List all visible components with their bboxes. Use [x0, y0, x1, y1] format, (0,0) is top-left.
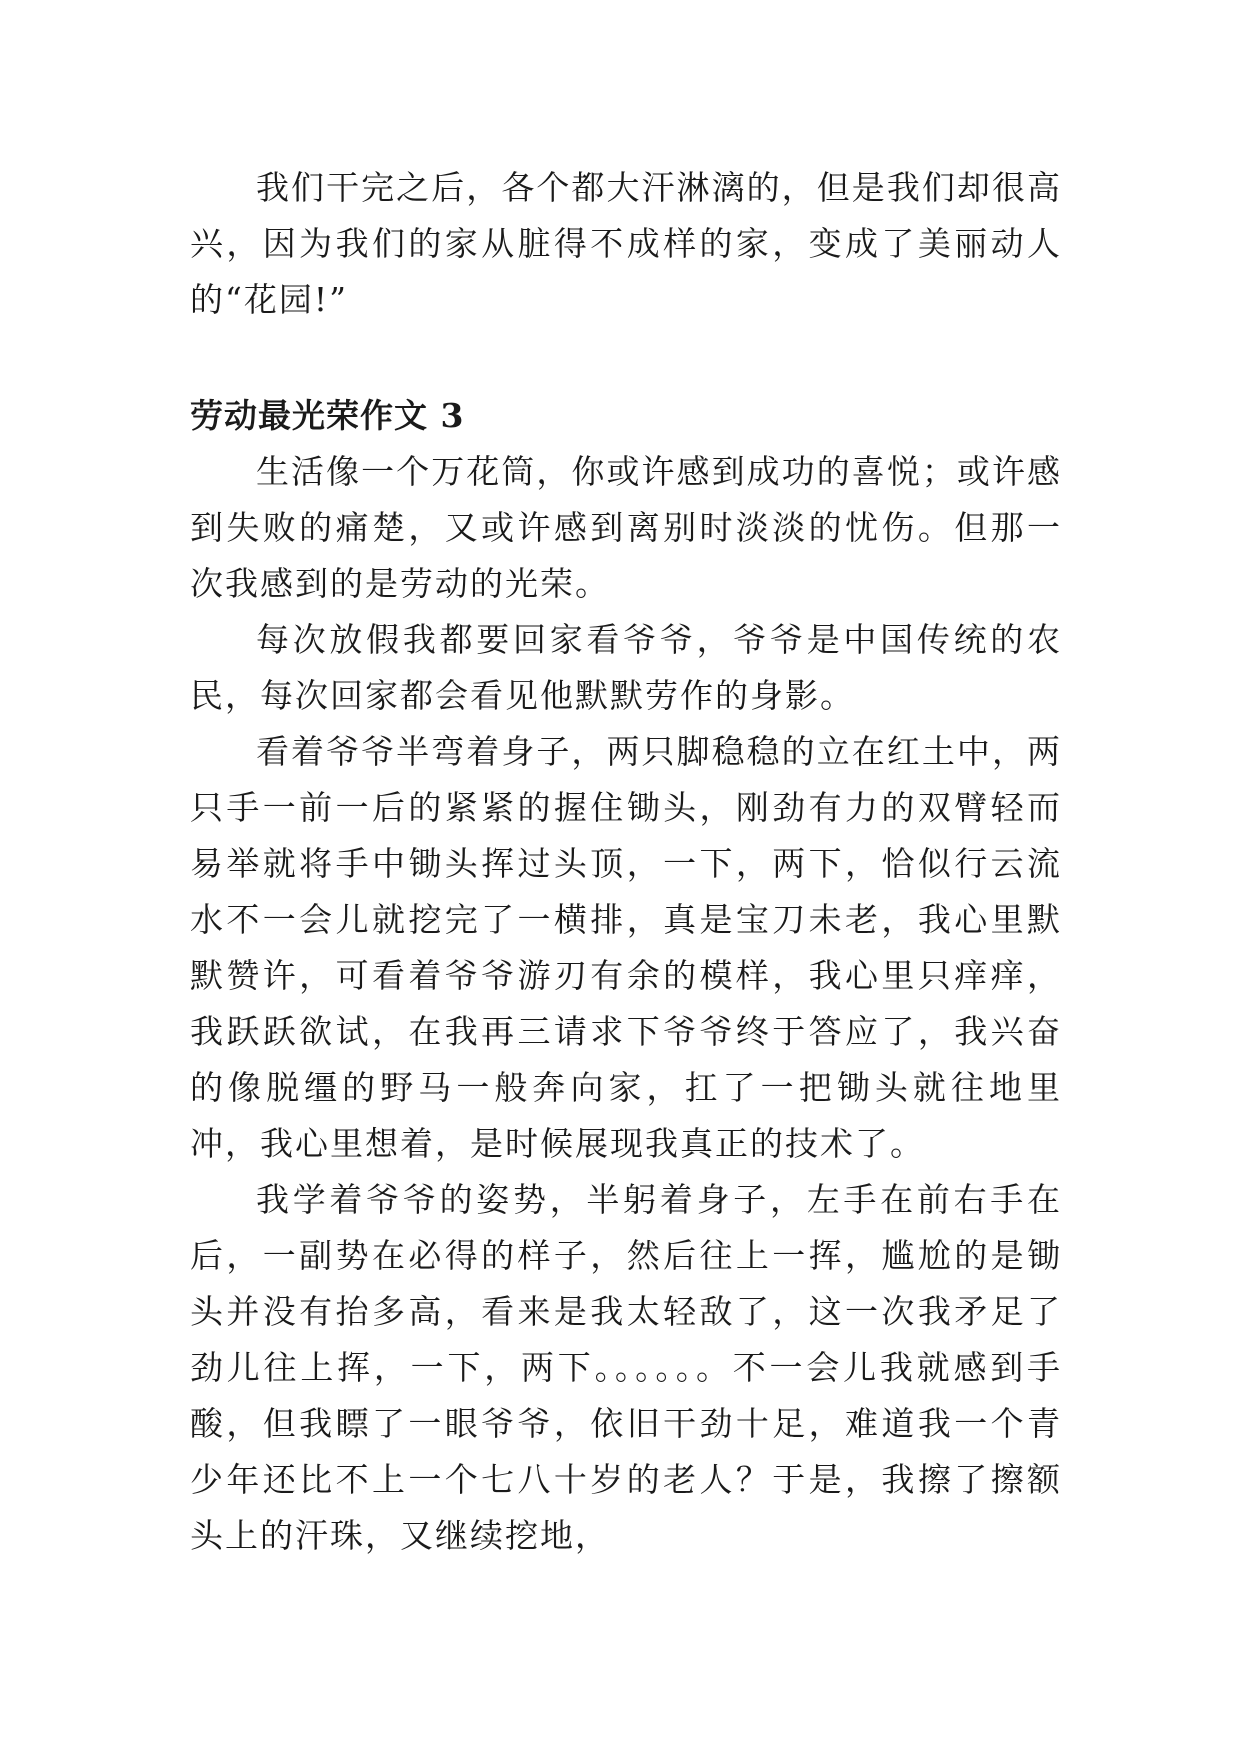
- essay-heading: 劳动最光荣作文 3: [190, 396, 465, 435]
- paragraph-2: 每次放假我都要回家看爷爷，爷爷是中国传统的农民，每次回家都会看见他默默劳作的身影。: [190, 620, 1062, 715]
- paragraph-closing-previous: 我们干完之后，各个都大汗淋漓的，但是我们却很高兴，因为我们的家从脏得不成样的家，变成了美丽动人的“花园!”: [190, 168, 1062, 319]
- section-gap: [190, 328, 1062, 388]
- document-page: [190, 160, 1062, 1564]
- paragraph-4: 我学着爷爷的姿势，半躬着身子，左手在前右手在后，一副势在必得的样子，然后往上一挥，尴尬的是锄头并没有抬多高，看来是我太轻敌了，这一次我矛足了劲儿往上挥，一下，两下。。。。。。不一会儿我就感到手酸，但我瞟了一眼爷爷，依旧干劲十足，难道我一个青少年还比不上一个七八十岁的老人？于是，我擦了擦额头上的汗珠，又继续挖地，: [190, 1180, 1062, 1555]
- paragraph-1: 生活像一个万花筒，你或许感到成功的喜悦；或许感到失败的痛楚，又或许感到离别时淡淡的忧伤。但那一次我感到的是劳动的光荣。: [190, 452, 1062, 603]
- paragraph-3: 看着爷爷半弯着身子，两只脚稳稳的立在红土中，两只手一前一后的紧紧的握住锄头，刚劲有力的双臂轻而易举就将手中锄头挥过头顶，一下，两下，恰似行云流水不一会儿就挖完了一横排，真是宝刀未老，我心里默默赞许，可看着爷爷游刃有余的模样，我心里只痒痒，我跃跃欲试，在我再三请求下爷爷终于答应了，我兴奋的像脱缰的野马一般奔向家，扛了一把锄头就往地里冲，我心里想着，是时候展现我真正的技术了。: [190, 732, 1062, 1163]
